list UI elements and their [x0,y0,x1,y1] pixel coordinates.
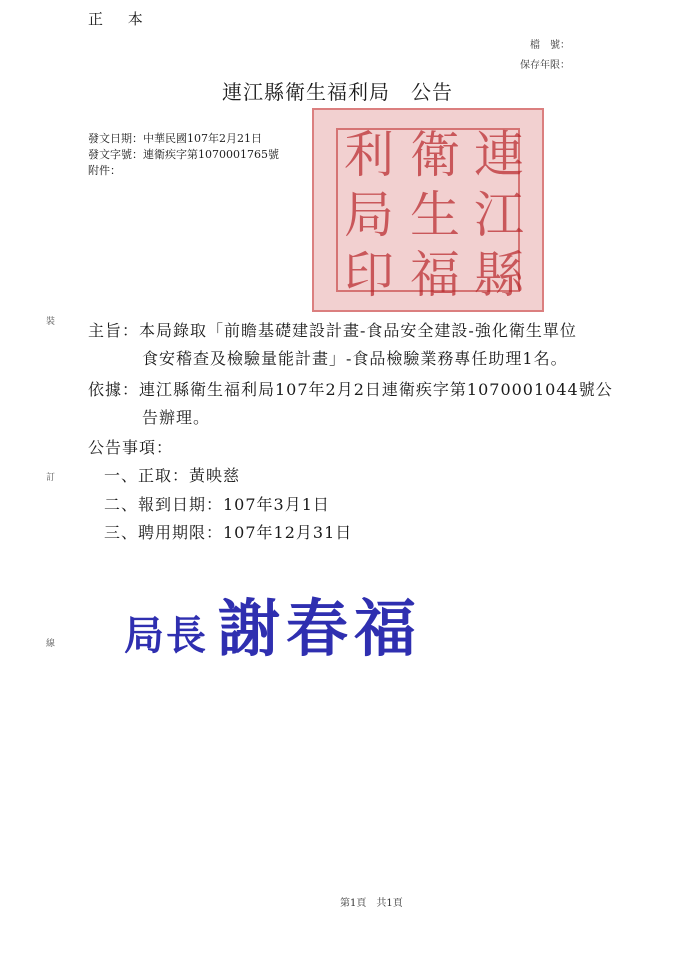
retention-period-label: 保存年限： [520,60,570,71]
seal-char: 印 [344,246,394,304]
signature-stamp-title: 局長 [124,612,208,659]
file-number-label: 檔 號： [530,40,570,51]
notice-item: 一、正取：黃映慈 [104,466,241,485]
subject-line: 主旨：本局錄取「前瞻基礎建設計畫-食品安全建設-強化衛生單位 [88,321,577,340]
official-seal [312,108,544,312]
binding-mark: 訂 [46,473,56,483]
binding-mark: 裝 [46,317,56,327]
binding-mark: 線 [46,639,56,649]
notice-items-heading: 公告事項： [88,438,174,457]
seal-char: 生 [410,186,460,244]
basis-line: 依據：連江縣衛生福利局107年2月2日連衛疾字第1070001044號公 [88,380,613,399]
document-number: 發文字號：連衛疾字第1070001765號 [88,148,279,161]
notice-item: 二、報到日期：107年3月1日 [104,495,330,514]
seal-char: 衛 [410,126,460,184]
document-title: 連江縣衛生福利局 公告 [222,80,453,104]
seal-char: 江 [474,186,524,244]
notice-item: 三、聘用期限：107年12月31日 [104,523,353,542]
copy-type-label: 正 本 [88,10,153,28]
attachment-label: 附件： [88,164,121,177]
basis-line-continued: 告辦理。 [142,408,211,427]
seal-char: 局 [344,186,394,244]
signature-stamp-name: 謝春福 [218,592,423,665]
seal-char: 福 [410,246,460,304]
seal-char: 連 [474,126,524,184]
page-number: 第1頁 共1頁 [340,898,403,909]
seal-char: 縣 [474,246,524,304]
seal-char: 利 [344,126,394,184]
issue-date: 發文日期：中華民國107年2月21日 [88,132,262,145]
subject-line-continued: 食安稽查及檢驗量能計畫」-食品檢驗業務專任助理1名。 [142,349,568,368]
